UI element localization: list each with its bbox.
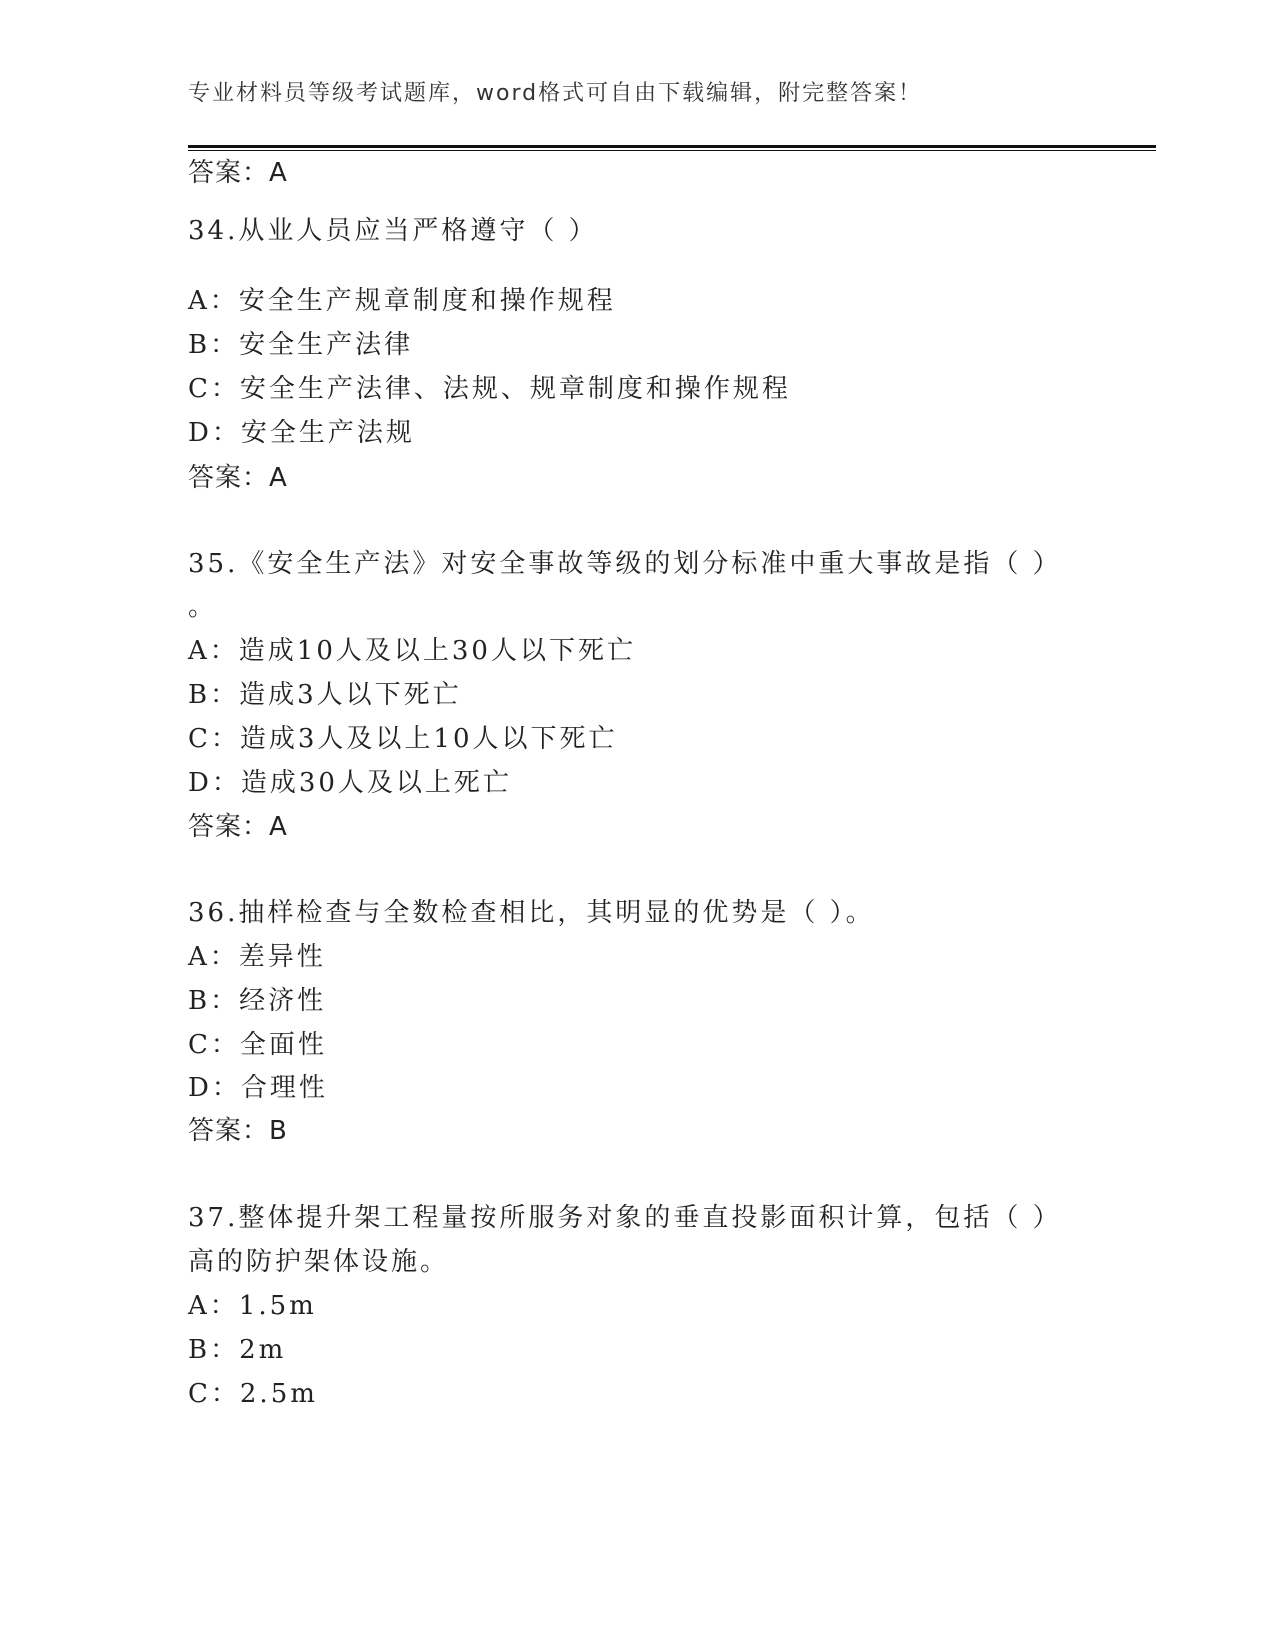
option-a: A：造成10人及以上30人以下死亡 (188, 636, 636, 666)
question-stem: 34.从业人员应当严格遵守（ ） (188, 216, 598, 246)
option-c: C：全面性 (188, 1030, 327, 1060)
option-a: A：差异性 (188, 942, 326, 972)
option-c: C：2.5m (188, 1379, 318, 1409)
option-b: B：安全生产法律 (188, 330, 414, 360)
option-c: C：造成3人及以上10人以下死亡 (188, 724, 618, 754)
option-d: D：造成30人及以上死亡 (188, 768, 512, 798)
option-a: A：1.5m (188, 1291, 317, 1321)
page-header: 专业材料员等级考试题库，word格式可自由下载编辑，附完整答案！ (188, 81, 923, 106)
question-stem-cont: 高的防护架体设施。 (188, 1247, 450, 1277)
question-stem-cont: 。 (188, 592, 218, 622)
option-a: A：安全生产规章制度和操作规程 (188, 286, 616, 316)
option-b: B：2m (188, 1335, 287, 1365)
answer: 答案：B (188, 1116, 288, 1146)
question-stem: 36.抽样检查与全数检查相比，其明显的优势是（ ）。 (188, 898, 875, 928)
answer: 答案：A (188, 812, 288, 842)
header-rule-thick (188, 145, 1156, 148)
header-rule-thin (188, 150, 1156, 151)
question-stem: 37.整体提升架工程量按所服务对象的垂直投影面积计算，包括（ ） (188, 1203, 1062, 1233)
question-stem: 35.《安全生产法》对安全事故等级的划分标准中重大事故是指（ ） (188, 549, 1062, 579)
option-d: D：安全生产法规 (188, 418, 415, 448)
previous-answer: 答案：A (188, 158, 288, 188)
option-b: B：造成3人以下死亡 (188, 680, 462, 710)
option-d: D：合理性 (188, 1073, 328, 1103)
option-b: B：经济性 (188, 986, 327, 1016)
answer: 答案：A (188, 463, 288, 493)
option-c: C：安全生产法律、法规、规章制度和操作规程 (188, 374, 791, 404)
